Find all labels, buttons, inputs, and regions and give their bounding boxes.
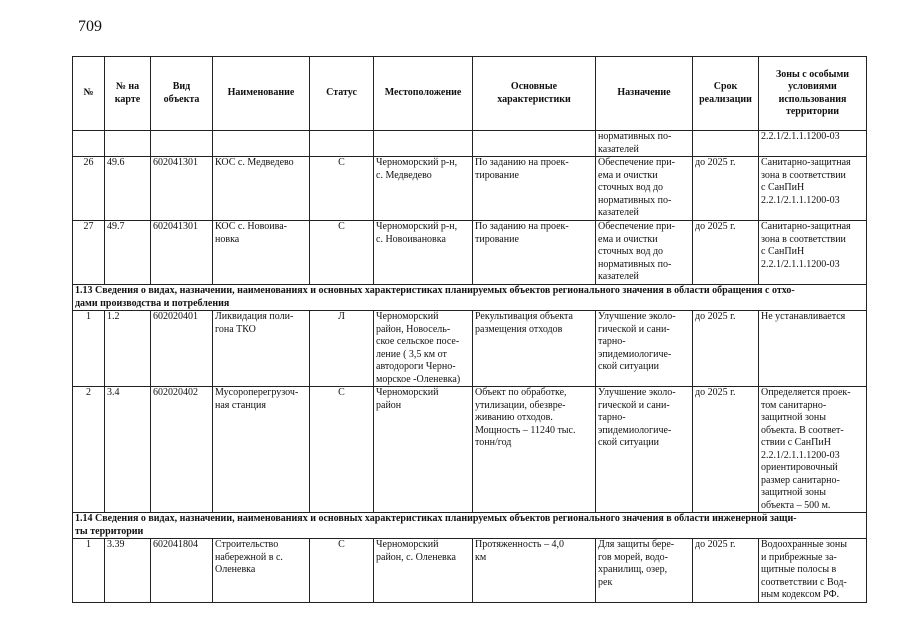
table-row xyxy=(73,157,867,221)
register-table xyxy=(72,56,867,603)
cell-location: Черноморский район, с. Оленевка xyxy=(374,539,473,603)
cell-location: Черноморский р-н, с. Новоивановка xyxy=(374,221,473,285)
section-heading-row xyxy=(73,513,867,539)
cell-purpose: Обеспечение при- ема и очистки сточных вод до нормативных по- казателей xyxy=(596,157,693,221)
cell-deadline: до 2025 г. xyxy=(693,387,759,513)
cell-zones: Санитарно-защитная зона в соответствии с СанПиН 2.2.1/2.1.1.1200-03 xyxy=(759,221,867,285)
cell-characteristics: Протяженность – 4,0 км xyxy=(473,539,596,603)
col-header-location: Местоположение xyxy=(374,57,473,131)
cell-num: 26 xyxy=(73,157,105,221)
continuation-purpose: нормативных по- казателей xyxy=(596,131,693,157)
cell-purpose: Улучшение эколо- гической и сани- тарно- эпидемиологиче- ской ситуации xyxy=(596,311,693,387)
cell-location: Черноморский район xyxy=(374,387,473,513)
section-heading-engineering: 1.14 Сведения о видах, назначении, наименованиях и основных характеристиках планируемых объектов регионального значения в области инженерной защи- ты территории xyxy=(73,513,867,539)
col-header-deadline: Срок реализации xyxy=(693,57,759,131)
cell-name: Ликвидация поли- гона ТКО xyxy=(213,311,310,387)
cell-deadline: до 2025 г. xyxy=(693,221,759,285)
cell-characteristics: По заданию на проек- тирование xyxy=(473,157,596,221)
continuation-row xyxy=(73,131,867,157)
cell-zones: Санитарно-защитная зона в соответствии с СанПиН 2.2.1/2.1.1.1200-03 xyxy=(759,157,867,221)
continuation-zones: 2.2.1/2.1.1.1200-03 xyxy=(759,131,867,157)
cell-map-num: 3.39 xyxy=(105,539,151,603)
header-row xyxy=(73,57,867,131)
cell-object-type: 602041804 xyxy=(151,539,213,603)
cell-object-type: 602020401 xyxy=(151,311,213,387)
cell-status: Л xyxy=(310,311,374,387)
cell-name: КОС с. Медведево xyxy=(213,157,310,221)
cell-location: Черноморский район, Новосель- ское сельское посе- ление ( 3,5 км от автодороги Черно- морское -Оленевка) xyxy=(374,311,473,387)
cell-deadline: до 2025 г. xyxy=(693,539,759,603)
col-header-characteristics: Основные характеристики xyxy=(473,57,596,131)
cell-num: 2 xyxy=(73,387,105,513)
cell-map-num: 3.4 xyxy=(105,387,151,513)
cell-purpose: Для защиты бере- гов морей, водо- хранилищ, озер, рек xyxy=(596,539,693,603)
col-header-purpose: Назначение xyxy=(596,57,693,131)
cell-zones: Не устанавливается xyxy=(759,311,867,387)
table-row xyxy=(73,387,867,513)
col-header-status: Статус xyxy=(310,57,374,131)
cell-map-num: 49.7 xyxy=(105,221,151,285)
section-heading-waste: 1.13 Сведения о видах, назначении, наименованиях и основных характеристиках планируемых объектов регионального значения в области обращения с отхо- дами производства и потребления xyxy=(73,285,867,311)
cell-deadline: до 2025 г. xyxy=(693,157,759,221)
col-header-num: № xyxy=(73,57,105,131)
page-number: 709 xyxy=(78,18,102,35)
cell-zones: Водоохранные зоны и прибрежные за- щитные полосы в соответствии с Вод- ным кодексом РФ. xyxy=(759,539,867,603)
table-row xyxy=(73,539,867,603)
cell-name: Мусороперегрузоч- ная станция xyxy=(213,387,310,513)
col-header-object-type: Вид объекта xyxy=(151,57,213,131)
cell-object-type: 602020402 xyxy=(151,387,213,513)
cell-map-num: 49.6 xyxy=(105,157,151,221)
cell-status: С xyxy=(310,387,374,513)
col-header-map-num: № на карте xyxy=(105,57,151,131)
cell-name: Строительство набережной в с. Оленевка xyxy=(213,539,310,603)
cell-characteristics: По заданию на проек- тирование xyxy=(473,221,596,285)
cell-status: С xyxy=(310,539,374,603)
cell-map-num: 1.2 xyxy=(105,311,151,387)
cell-deadline: до 2025 г. xyxy=(693,311,759,387)
cell-object-type: 602041301 xyxy=(151,221,213,285)
table-row xyxy=(73,221,867,285)
cell-status: С xyxy=(310,157,374,221)
cell-purpose: Обеспечение при- ема и очистки сточных вод до нормативных по- казателей xyxy=(596,221,693,285)
cell-num: 1 xyxy=(73,311,105,387)
cell-characteristics: Объект по обработке, утилизации, обезвре- живанию отходов. Мощность – 11240 тыс. тонн/год xyxy=(473,387,596,513)
cell-purpose: Улучшение эколо- гической и сани- тарно- эпидемиологиче- ской ситуации xyxy=(596,387,693,513)
table-row xyxy=(73,311,867,387)
cell-location: Черноморский р-н, с. Медведево xyxy=(374,157,473,221)
section-heading-row xyxy=(73,285,867,311)
col-header-zones: Зоны с особыми условиями использования территории xyxy=(759,57,867,131)
cell-num: 1 xyxy=(73,539,105,603)
cell-object-type: 602041301 xyxy=(151,157,213,221)
cell-status: С xyxy=(310,221,374,285)
col-header-name: Наименование xyxy=(213,57,310,131)
cell-characteristics: Рекультивация объекта размещения отходов xyxy=(473,311,596,387)
cell-name: КОС с. Новоива- новка xyxy=(213,221,310,285)
cell-num: 27 xyxy=(73,221,105,285)
cell-zones: Определяется проек- том санитарно- защитной зоны объекта. В соответ- ствии с СанПиН 2.2.1/2.1.1.1200-03 ориентировочный размер санитарно- защитной зоны объекта – 500 м. xyxy=(759,387,867,513)
